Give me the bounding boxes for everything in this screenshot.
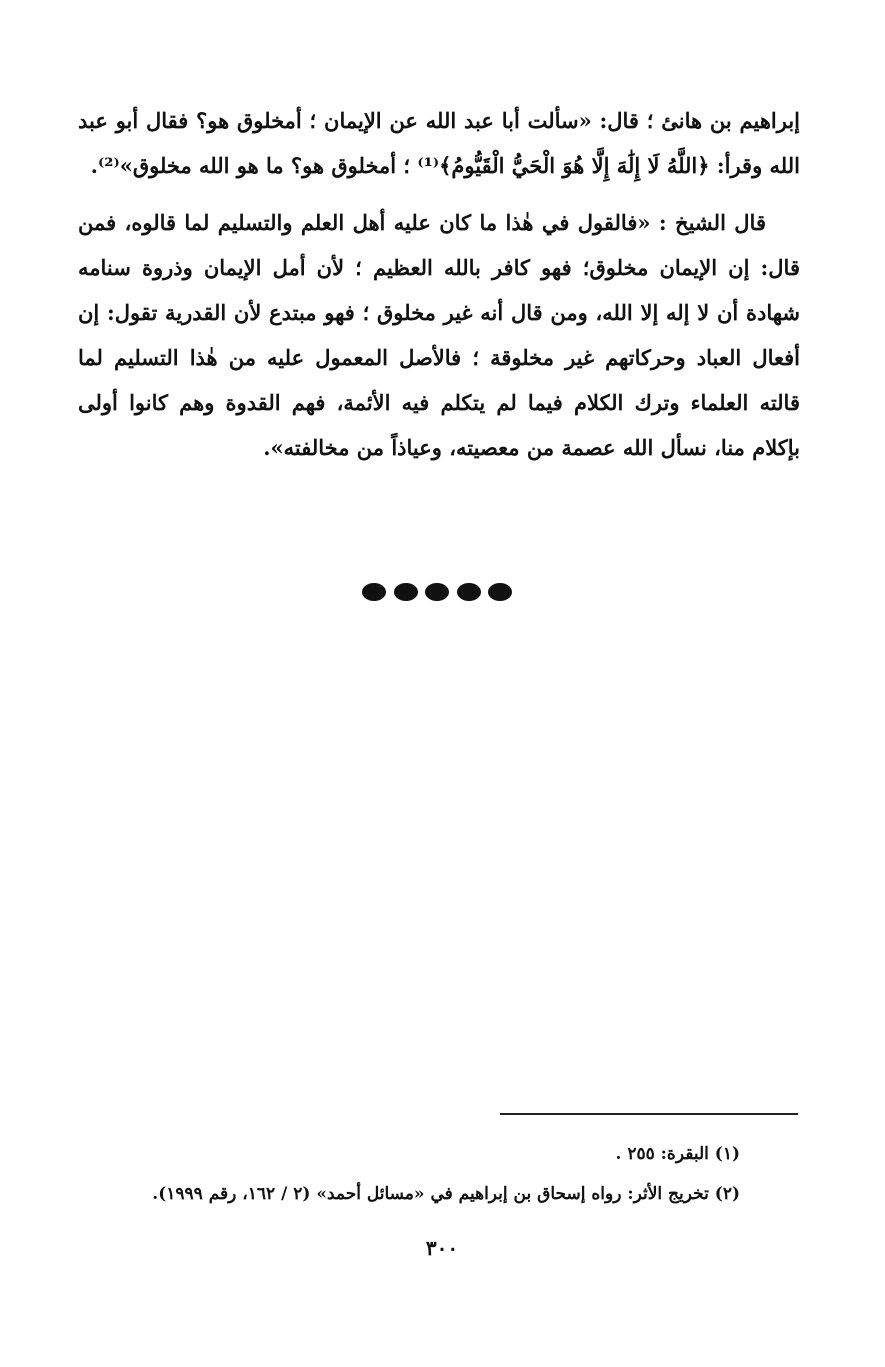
- footnote-2: (٢) تخريج الأثر: رواه إسحاق بن إبراهيم في «مسائل أحمد» (٢ / ١٦٢، رقم ١٩٩٩).: [152, 1184, 740, 1204]
- main-text: [78, 98, 800, 482]
- page-number: ٣٠٠: [425, 1236, 459, 1260]
- separator-dot: [457, 583, 481, 601]
- separator-dot: [425, 583, 449, 601]
- paragraph-shaykh-statement: قال الشيخ : «فالقول في هٰذا ما كان عليه أهل العلم والتسليم لما قالوه، فمن قال: إن الإيمان مخلوق؛ فهو كافر بالله العظيم ؛ لأن أمل الإيمان وذروة سنامه شهادة أن لا إله إلا الله، ومن قال أنه غير مخلوق ؛ فهو مبتدع لأن القدرية تقول: إن أفعال العباد وحركاتهم غير مخلوقة ؛ فالأصل المعمول عليه من هٰذا التسليم لما قالته العلماء وترك الكلام فيما لم يتكلم فيه الأئمة، فهم القدوة وهم كانوا أولى بإكلام منا، نسأل الله عصمة من معصيته، وعياذاً من مخالفته».: [78, 210, 800, 460]
- paragraph-narration: إبراهيم بن هانئ ؛ قال: «سألت أبا عبد الله عن الإيمان ؛ أمخلوق هو؟ فقال أبو عبد الله وقرأ: ﴿اللَّهُ لَا إِلَٰهَ إِلَّا هُوَ الْحَيُّ الْقَيُّومُ﴾⁽¹⁾ ؛ أمخلوق هو؟ ما هو الله مخلوق»⁽²⁾.: [78, 108, 800, 178]
- separator-dot: [488, 583, 512, 601]
- footnote-divider: [500, 1113, 798, 1115]
- section-separator: [362, 581, 512, 603]
- footnotes: [78, 1134, 740, 1214]
- footnote-1: (١) البقرة: ٢٥٥ .: [615, 1144, 740, 1164]
- separator-dot: [394, 583, 418, 601]
- separator-dot: [362, 583, 386, 601]
